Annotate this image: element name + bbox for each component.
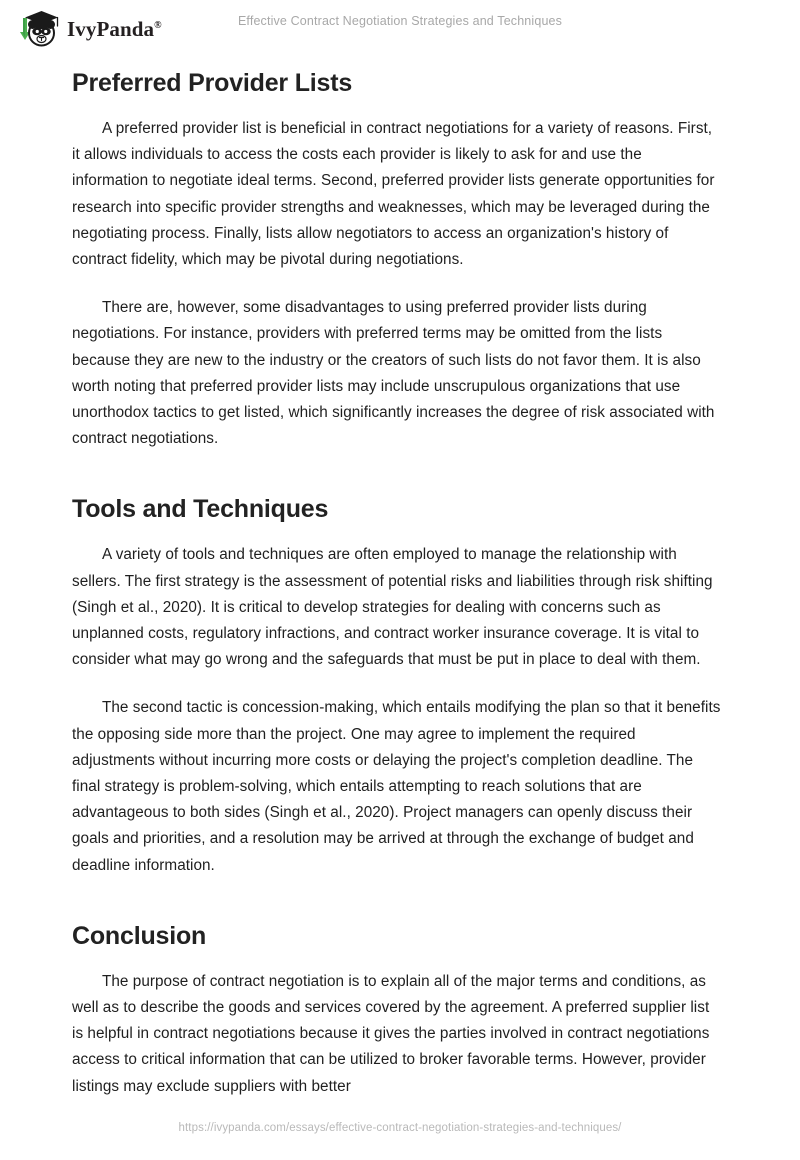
brand-name-text: IvyPanda — [67, 16, 155, 41]
paragraph: The second tactic is concession-making, which entails modifying the plan so that it benefits the opposing side more than the project. One may agree to implement the required adjustments without incurring more costs or delaying the project's completion deadline. The final strategy is problem-solving, which entails attempting to reach solutions that are advantageous to both sides (Singh et al., 2020). Project managers can openly discuss their goals and priorities, and a resolution may be arrived at through the exchange of budget and deadline information. — [72, 699, 721, 874]
section-heading-conclusion: Conclusion — [72, 921, 207, 950]
paragraph: The purpose of contract negotiation is to explain all of the major terms and conditions, as well as to describe the goods and services covered by the agreement. A preferred supplier list is helpful in contract negotiations because it gives the parties involved in contract negotiations access to critical information that can be utilized to broker favorable terms. However, provider listings may exclude suppliers with better — [72, 972, 710, 1095]
article-body — [72, 68, 722, 1100]
source-url-link[interactable]: https://ivypanda.com/essays/effective-contract-negotiation-strategies-and-techniques/ — [178, 1122, 622, 1134]
section-heading-preferred-provider-lists: Preferred Provider Lists — [72, 69, 353, 97]
page-header — [0, 0, 800, 58]
paragraph: There are, however, some disadvantages to using preferred provider lists during negotiations. For instance, providers with preferred terms may be omitted from the lists because they are new to the industry or the creators of such lists do not favor them. It is also worth noting that preferred provider lists may include unscrupulous organizations that use unorthodox tactics to get listed, which significantly increases the degree of risk associated with contract negotiations. — [72, 299, 715, 448]
paragraph: A variety of tools and techniques are often employed to manage the relationship with sellers. The first strategy is the assessment of potential risks and liabilities through risk shifting (Singh et al., 2020). It is critical to develop strategies for dealing with concerns such as unplanned costs, regulatory infractions, and contract worker insurance coverage. It is vital to consider what may go wrong and the safeguards that must be put in place to deal with them. — [72, 546, 713, 669]
trademark-symbol: ® — [154, 19, 162, 31]
page-title: Effective Contract Negotiation Strategies and Techniques — [237, 14, 563, 28]
paragraph: A preferred provider list is beneficial in contract negotiations for a variety of reasons. First, it allows individuals to access the costs each provider is likely to ask for and use the information to negotiate ideal terms. Second, preferred provider lists generate opportunities for research into specific provider strengths and weaknesses, which may be leveraged during the negotiating process. Finally, lists allow negotiators to access an organization's history of contract fidelity, which may be pivotal during negotiations. — [72, 120, 715, 269]
section-heading-tools-and-techniques: Tools and Techniques — [72, 495, 329, 524]
page-footer — [0, 1118, 800, 1136]
